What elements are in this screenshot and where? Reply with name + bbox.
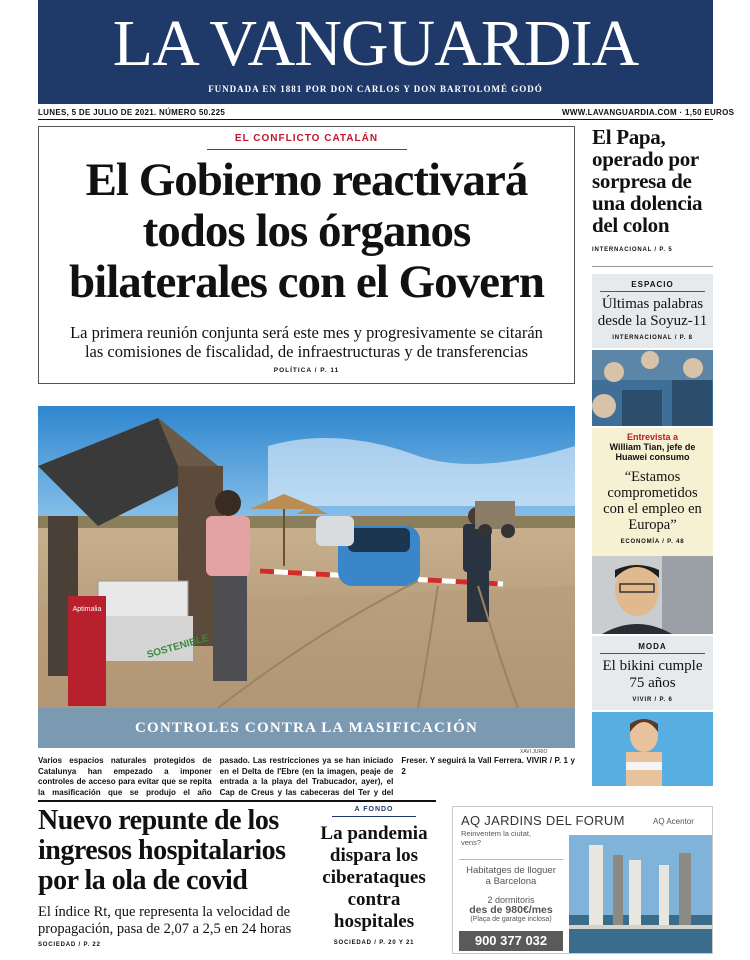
covid-headline[interactable]: Nuevo repunte de los ingresos hospitalarios por la ola de covid bbox=[38, 805, 286, 896]
entrevista-box[interactable] bbox=[592, 428, 713, 556]
masthead-rule bbox=[38, 119, 713, 120]
papa-page-ref: INTERNACIONAL / P. 5 bbox=[592, 247, 673, 253]
lead-kicker: EL CONFLICTO CATALÁN bbox=[234, 133, 379, 144]
photo-credit: XAVI JURIO bbox=[520, 749, 548, 755]
bottom-rule bbox=[38, 800, 436, 802]
ad-price-line: 2 dormitoris bbox=[487, 895, 535, 905]
ad-offer-line: a Barcelona bbox=[485, 876, 537, 887]
caption-body: Varios espacios naturales protegidos de Catalunya han empezado a imponer controles de acceso para evitar que se repita la masificación que se produjo el año pasado. Las restricciones ya se han iniciado en el Delta de l'Ebre (en la imagen, peaje de entrada a la playa del Trabucador, ayer), el Cap de Creus y las cabeceras del Ter y del Freser. Y seguirá la Vall Ferrera. bbox=[38, 756, 524, 797]
bikini-photo[interactable] bbox=[592, 712, 713, 786]
covid-summary: El índice Rt, que representa la velocidad de propagación, pasa de 2,07 a 2,5 en 24 horas bbox=[38, 904, 292, 937]
sign-text: SOSTENIBLE bbox=[145, 632, 211, 661]
ad-price-line: (Plaça de garatge inclosa) bbox=[470, 916, 552, 923]
papa-headline[interactable]: El Papa, operado por sorpresa de una dolencia del colon bbox=[592, 125, 703, 237]
papa-story[interactable] bbox=[592, 126, 713, 253]
moda-box[interactable] bbox=[592, 636, 713, 710]
moda-page-ref: VIVIR / P. 6 bbox=[632, 697, 673, 703]
portrait-photo[interactable] bbox=[592, 556, 713, 634]
espacio-headline-line: Últimas palabras bbox=[601, 296, 704, 312]
photo-caption-bar: CONTROLES CONTRA LA MASIFICACIÓN bbox=[38, 708, 575, 748]
kicker-rule bbox=[207, 149, 407, 150]
ad-offer bbox=[453, 865, 569, 887]
lead-subheadline bbox=[39, 323, 574, 361]
website-link[interactable]: WWW.LAVANGUARDIA.COM bbox=[562, 108, 678, 117]
ad-divider bbox=[459, 859, 563, 860]
cyberattack-headline[interactable]: La pandemia dispara los ciberataques contra hospitales bbox=[320, 823, 428, 932]
moda-headline-line: El bikini cumple bbox=[602, 658, 703, 674]
kicker-rule bbox=[332, 816, 416, 817]
ad-subtitle: Reinventem la ciutat, vens? bbox=[461, 829, 532, 847]
moda-headline[interactable] bbox=[592, 658, 713, 692]
lead-headline-line: bilaterales con el Govern bbox=[69, 256, 544, 308]
lead-headline-line: El Gobierno reactivará bbox=[85, 154, 528, 206]
masthead bbox=[38, 0, 713, 104]
advertisement[interactable] bbox=[452, 806, 713, 954]
espacio-tag: ESPACIO bbox=[631, 280, 674, 289]
portrait-image bbox=[592, 556, 713, 634]
newspaper-logo: LA VANGUARDIA bbox=[112, 7, 639, 80]
tag-rule bbox=[600, 291, 705, 292]
espacio-page-ref: INTERNACIONAL / P. 8 bbox=[612, 335, 693, 341]
espacio-headline[interactable] bbox=[592, 296, 713, 330]
covid-story[interactable] bbox=[38, 806, 300, 948]
cyberattack-page-ref: SOCIEDAD / P. 20 Y 21 bbox=[333, 940, 415, 946]
covid-page-ref: SOCIEDAD / P. 22 bbox=[38, 942, 101, 948]
cosmonauts-photo[interactable] bbox=[592, 350, 713, 426]
sign-text: Aptimalia bbox=[72, 606, 102, 613]
moda-headline-line: 75 años bbox=[629, 675, 676, 691]
lead-sub-line: La primera reunión conjunta será este mes y progresivamente se citarán bbox=[70, 323, 543, 342]
lead-page-ref: POLÍTICA / P. 11 bbox=[273, 367, 340, 374]
lead-story[interactable] bbox=[38, 126, 575, 384]
espacio-headline-line: desde la Soyuz-11 bbox=[597, 313, 708, 329]
beach-checkpoint-photo bbox=[38, 406, 575, 708]
afondo-kicker: A FONDO bbox=[354, 806, 394, 813]
ad-offer-line: Habitatges de lloguer bbox=[466, 865, 556, 876]
espacio-box[interactable] bbox=[592, 274, 713, 348]
moda-tag: MODA bbox=[638, 642, 667, 651]
founded-line: FUNDADA EN 1881 POR DON CARLOS Y DON BARTOLOMÉ GODÓ bbox=[208, 84, 543, 94]
lead-headline[interactable] bbox=[39, 155, 574, 308]
entrevista-page-ref: ECONOMÍA / P. 48 bbox=[620, 539, 685, 545]
price: 1,50 EUROS bbox=[685, 108, 735, 117]
ad-price-line: des de 980€/mes bbox=[469, 904, 553, 916]
ad-title: AQ JARDINS DEL FORUM bbox=[461, 813, 625, 828]
dateline-url: WWW.LAVANGUARDIA.COM · 1,50 EUROS bbox=[562, 108, 735, 117]
photo-caption-text bbox=[38, 756, 575, 798]
cosmonauts-image bbox=[592, 350, 713, 426]
dateline-date: LUNES, 5 DE JULIO DE 2021. NÚMERO 50.225 bbox=[38, 108, 226, 117]
ad-phone-button[interactable]: 900 377 032 bbox=[459, 931, 563, 951]
tag-rule bbox=[600, 653, 705, 654]
ad-logo: AQ Acentor bbox=[653, 817, 694, 826]
lead-sub-line: las comisiones de fiscalidad, de infraestructuras y de transferencias bbox=[84, 342, 529, 361]
rail-divider bbox=[592, 266, 713, 267]
entrevista-person: William Tian, jefe de Huawei consumo bbox=[609, 442, 696, 462]
lead-headline-line: todos los órganos bbox=[142, 205, 471, 257]
ad-price bbox=[453, 895, 569, 925]
bikini-image bbox=[592, 712, 713, 786]
cyberattack-story[interactable] bbox=[312, 806, 436, 946]
ad-building-image bbox=[569, 835, 713, 954]
caption-ref: VIVIR / P. 1 y 2 bbox=[401, 756, 575, 776]
entrevista-quote[interactable]: “Estamos comprometidos con el empleo en Europa” bbox=[603, 469, 702, 533]
lead-photo[interactable] bbox=[38, 406, 575, 708]
entrevista-kicker: Entrevista a bbox=[626, 432, 679, 442]
